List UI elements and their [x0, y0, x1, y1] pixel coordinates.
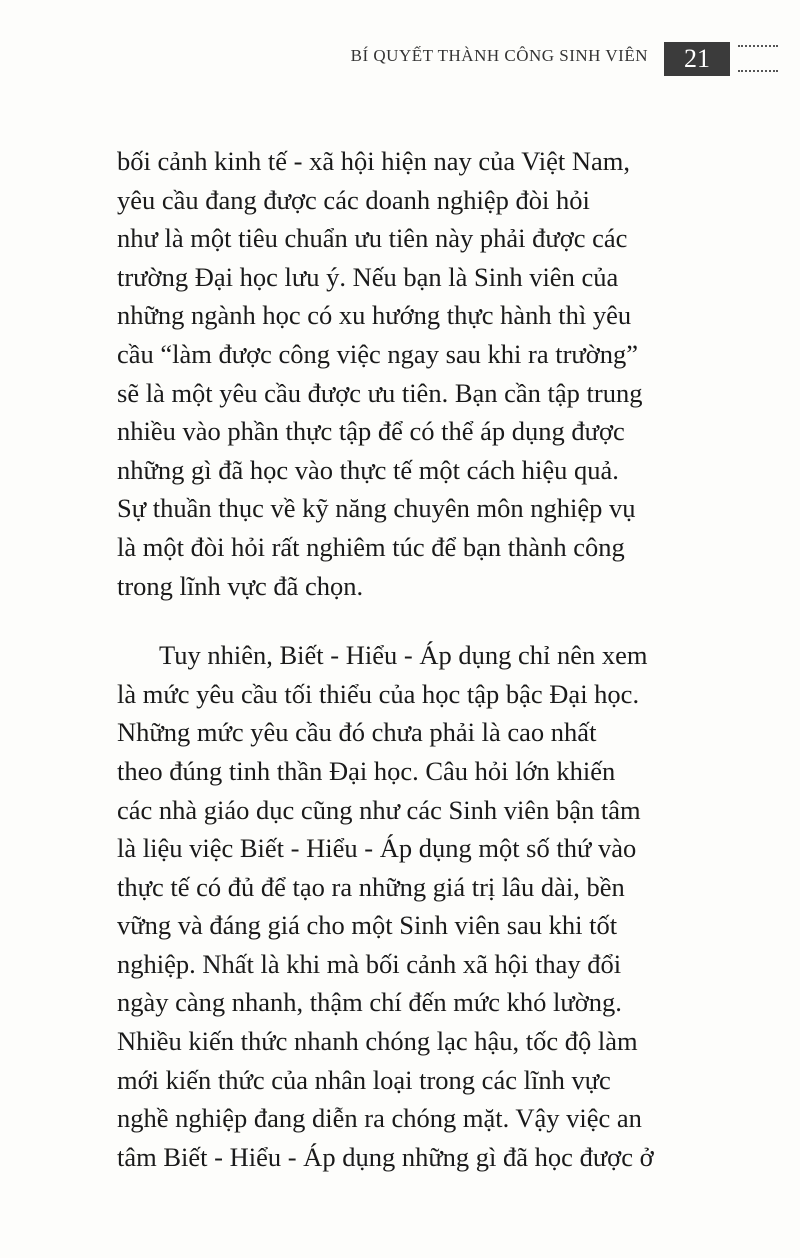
text-line: sẽ là một yêu cầu được ưu tiên. Bạn cần tập trung [117, 377, 643, 408]
text-line: ngày càng nhanh, thậm chí đến mức khó lường. [117, 987, 622, 1018]
text-line: nghề nghiệp đang diễn ra chóng mặt. Vậy việc an [117, 1103, 642, 1134]
text-line: tâm Biết - Hiểu - Áp dụng những gì đã học được ở [117, 1141, 654, 1172]
text-line: Sự thuần thục về kỹ năng chuyên môn nghiệp vụ [117, 493, 636, 524]
text-line: các nhà giáo dục cũng như các Sinh viên bận tâm [117, 794, 641, 825]
text-line: vững và đáng giá cho một Sinh viên sau khi tốt [117, 910, 618, 941]
page-number: 21 [664, 42, 730, 76]
decorative-dots-bottom [738, 70, 778, 72]
text-line: theo đúng tinh thần Đại học. Câu hỏi lớn khiến [117, 755, 616, 786]
body-text [117, 142, 697, 1176]
text-line: là một đòi hỏi rất nghiêm túc để bạn thành công [117, 531, 625, 562]
running-header [0, 38, 800, 82]
paragraph-1 [117, 142, 697, 605]
text-line: trường Đại học lưu ý. Nếu bạn là Sinh viên của [117, 261, 619, 292]
text-line: Nhiều kiến thức nhanh chóng lạc hậu, tốc độ làm [117, 1026, 638, 1057]
text-line: những gì đã học vào thực tế một cách hiệu quả. [117, 454, 619, 485]
text-line: nhiều vào phần thực tập để có thể áp dụng được [117, 416, 625, 447]
text-line: mới kiến thức của nhân loại trong các lĩnh vực [117, 1064, 611, 1095]
text-line: yêu cầu đang được các doanh nghiệp đòi hỏi [117, 184, 590, 215]
decorative-dots-top [738, 45, 778, 47]
paragraph-2 [117, 636, 697, 1176]
text-line: những ngành học có xu hướng thực hành thì yêu [117, 300, 632, 331]
text-line: là liệu việc Biết - Hiểu - Áp dụng một số thứ vào [117, 833, 637, 864]
text-line: Những mức yêu cầu đó chưa phải là cao nhất [117, 717, 597, 748]
text-line-first: Tuy nhiên, Biết - Hiểu - Áp dụng chỉ nên xem [159, 640, 648, 671]
text-line: nghiệp. Nhất là khi mà bối cảnh xã hội thay đổi [117, 948, 622, 979]
text-line: cầu “làm được công việc ngay sau khi ra trường” [117, 338, 639, 369]
book-title-header: BÍ QUYẾT THÀNH CÔNG SINH VIÊN [350, 46, 648, 65]
text-line: là mức yêu cầu tối thiểu của học tập bậc Đại học. [117, 678, 640, 709]
text-line: bối cảnh kinh tế - xã hội hiện nay của Việt Nam, [117, 146, 631, 176]
text-line: trong lĩnh vực đã chọn. [117, 570, 364, 601]
text-line: như là một tiêu chuẩn ưu tiên này phải được các [117, 223, 628, 254]
text-line: thực tế có đủ để tạo ra những giá trị lâu dài, bền [117, 871, 625, 902]
